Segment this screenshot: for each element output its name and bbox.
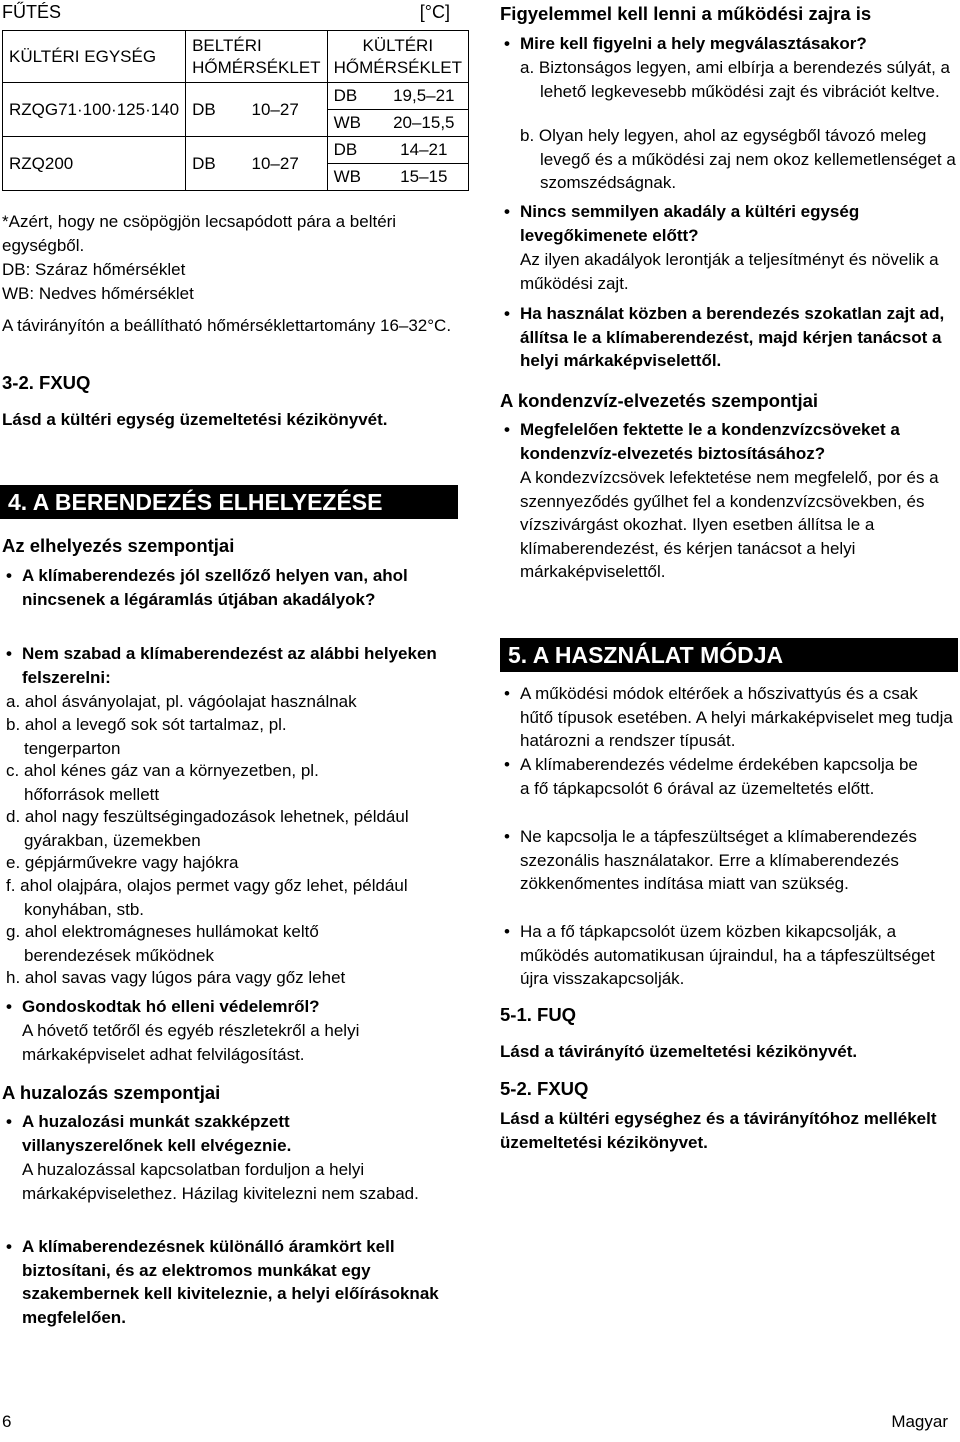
text-3-2: Lásd a kültéri egység üzemeltetési kézikönyvét. — [2, 410, 388, 429]
heading-drainage: A kondenzvíz-elvezetés szempontjai — [500, 390, 819, 411]
text-snow: A hóvető tetőről és egyéb részletekről a helyi márkaképviselet adhat felvilágosítást. — [22, 1021, 360, 1064]
list-item-b: b. Olyan hely legyen, ahol az egységből távozó meleg levegő és a működési zaj nem okoz kellemetlenséget a szomszédságnak. — [520, 126, 956, 192]
bullet-icon: • — [6, 997, 12, 1016]
note-range: A távirányítón a beállítható hőmérséklettartomány 16–32°C. — [2, 316, 452, 335]
bullet-no-power-off: • Ne kapcsolja le a tápfeszültséget a klímaberendezés szezonális használatakor. Erre a klímaberendezés zökkenőmentes indítása miatt van szükség. — [504, 827, 917, 893]
unit-label: [°C] — [419, 2, 450, 22]
heading-5-2: 5-2. FXUQ — [500, 1078, 589, 1099]
bullet-icon: • — [504, 755, 510, 774]
bullet-icon: • — [504, 202, 510, 221]
text-obstacle: Az ilyen akadályok lerontják a teljesítményt és növelik a működési zajt. — [520, 250, 939, 293]
col-header-indoor-temp: BELTÉRI HŐMÉRSÉKLET — [186, 31, 327, 83]
outdoor-wb-range: 20–15,5 — [380, 110, 469, 137]
outdoor-wb-label: WB — [327, 110, 380, 137]
bullet-icon: • — [6, 1237, 12, 1256]
heading-5-1: 5-1. FUQ — [500, 1004, 577, 1025]
outdoor-db-range: 14–21 — [380, 137, 469, 164]
model-rzq200: RZQ200 — [3, 137, 186, 191]
text-drain-pipes: A kondezvízcsövek lefektetése nem megfelelő, por és a szennyeződés gyűlhet fel a kondenzvízcsövekben, és vízszivárgást okozhat. Ilyen esetben állítsa le a klímaberendezést, és kérjen tanácsot a helyi márkaképviselettől. — [520, 468, 939, 581]
outdoor-wb-label: WB — [327, 164, 380, 191]
section-5-title: 5. A HASZNÁLAT MÓDJA — [500, 638, 958, 672]
note-condensation: *Azért, hogy ne csöpögjön lecsapódott pára a beltéri egységből. — [2, 212, 397, 255]
model-rzqg: RZQG71·100·125·140 — [3, 83, 186, 137]
bullet-circuit: • A klímaberendezésnek különálló áramkört kell biztosítani, és az elektromos munkákat egy szakembernek kell kiviteleznie, a helyi előírásoknak megfelelően. — [6, 1237, 439, 1327]
bullet-forbidden: • Nem szabad a klímaberendezést az alábbi helyeken felszerelni: — [6, 644, 437, 687]
indoor-db-label: DB — [186, 83, 246, 137]
bullet-icon: • — [504, 34, 510, 53]
text-wiring: A huzalozással kapcsolatban forduljon a helyi márkaképviselethez. Házilag kivitelezni nem szabad. — [22, 1160, 419, 1203]
section-4-title: 4. A BERENDEZÉS ELHELYEZÉSE — [0, 485, 458, 519]
outdoor-db-label: DB — [327, 83, 380, 110]
list-item-b: b. ahol a levegő sok sót tartalmaz, pl. tengerparton — [6, 715, 287, 758]
bullet-power-on: • A klímaberendezés védelme érdekében kapcsolja be a fő tápkapcsolót 6 órával az üzemeltetés előtt. — [504, 755, 918, 798]
bullet-icon: • — [504, 684, 510, 703]
language-label: Magyar — [891, 1412, 948, 1431]
bullet-icon: • — [6, 1112, 12, 1131]
bullet-unusual-noise: • Ha használat közben a berendezés szokatlan zajt ad, állítsa le a klímaberendezést, majd kérjen tanácsot a helyi márkaképviselettől. — [504, 304, 945, 370]
note-wb: WB: Nedves hőmérséklet — [2, 284, 194, 303]
list-item-a: a. ahol ásványolajat, pl. vágóolajat használnak — [6, 692, 357, 711]
note-db: DB: Száraz hőmérséklet — [2, 260, 186, 279]
list-item-h: h. ahol savas vagy lúgos pára vagy gőz lehet — [6, 968, 346, 987]
temperature-table — [2, 30, 469, 191]
indoor-range: 10–27 — [246, 137, 328, 191]
heading-placement: Az elhelyezés szempontjai — [2, 535, 235, 556]
heading-3-2: 3-2. FXUQ — [2, 372, 91, 393]
col-header-outdoor-unit: KÜLTÉRI EGYSÉG — [3, 31, 186, 83]
bullet-icon: • — [6, 644, 12, 663]
text-5-1: Lásd a távirányító üzemeltetési kézikönyvét. — [500, 1042, 858, 1061]
col-header-outdoor-temp: KÜLTÉRI HŐMÉRSÉKLET — [327, 31, 468, 83]
outdoor-db-label: DB — [327, 137, 380, 164]
bullet-icon: • — [504, 922, 510, 941]
list-item-e: e. gépjárművekre vagy hajókra — [6, 853, 239, 872]
outdoor-db-range: 19,5–21 — [380, 83, 469, 110]
bullet-icon: • — [504, 827, 510, 846]
heading-noise: Figyelemmel kell lenni a működési zajra is — [500, 3, 872, 24]
text-5-2: Lásd a kültéri egységhez és a távirányítóhoz mellékelt üzemeltetési kézikönyvet. — [500, 1109, 937, 1152]
bullet-location: • Mire kell figyelni a hely megválasztásakor? — [520, 32, 955, 56]
outdoor-wb-range: 15–15 — [380, 164, 469, 191]
bullet-icon: • — [504, 304, 510, 323]
bullet-obstacle: • Nincs semmilyen akadály a kültéri egység levegőkimenete előtt? — [504, 202, 860, 245]
bullet-ventilation: • A klímaberendezés jól szellőző helyen van, ahol nincsenek a légáramlás útjában akadályok? — [6, 566, 408, 609]
list-item-a: a. Biztonságos legyen, ami elbírja a berendezés súlyát, a lehető legkevesebb működési zajt és vibrációt keltve. — [520, 58, 950, 101]
list-item-c: c. ahol kénes gáz van a környezetben, pl. hőforrások mellett — [6, 761, 319, 804]
list-item-d: d. ahol nagy feszültségingadozások lehetnek, például gyárakban, üzemekben — [6, 807, 409, 850]
heading-wiring: A huzalozás szempontjai — [2, 1082, 221, 1103]
indoor-db-label: DB — [186, 137, 246, 191]
bullet-drain-pipes: • Megfelelően fektette le a kondenzvízcsöveket a kondenzvíz-elvezetés biztosításához? — [504, 420, 900, 463]
indoor-range: 10–27 — [246, 83, 328, 137]
bullet-auto-restart: • Ha a fő tápkapcsolót üzem közben kikapcsolják, a működés automatikusan újraindul, ha a tápfeszültséget újra visszakapcsolják. — [504, 922, 935, 988]
table-header-row — [2, 2, 452, 28]
list-item-g: g. ahol elektromágneses hullámokat keltő berendezések működnek — [6, 922, 319, 965]
bullet-modes: • A működési módok eltérőek a hőszivattyús és a csak hűtő típusok esetében. A helyi márkaképviselet meg tudja határozni a rendszer típusát. — [504, 684, 953, 750]
page-number: 6 — [2, 1412, 12, 1431]
bullet-electrician: • A huzalozási munkát szakképzett villanyszerelőnek kell elvégeznie. — [6, 1112, 292, 1155]
bullet-icon: • — [504, 420, 510, 439]
bullet-icon: • — [6, 566, 12, 585]
list-item-f: f. ahol olajpára, olajos permet vagy gőz lehet, például konyhában, stb. — [6, 876, 408, 919]
section-label: FŰTÉS — [2, 2, 62, 22]
bullet-snow: • Gondoskodtak hó elleni védelemről? — [22, 995, 452, 1019]
